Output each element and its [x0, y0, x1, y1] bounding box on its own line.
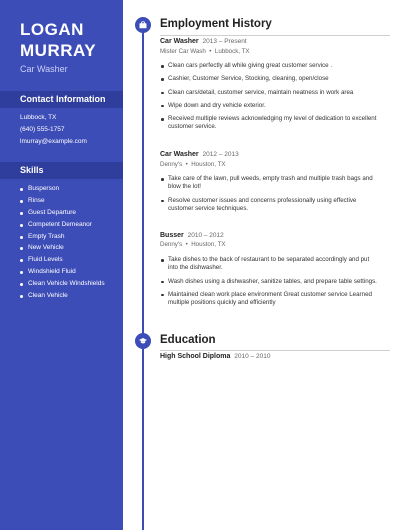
- job-employer-line: Mister Car Wash • Lubbock, TX: [160, 48, 250, 55]
- job-bullet: Wipe down and dry vehicle exterior.: [160, 102, 380, 110]
- job-location: Houston, TX: [191, 161, 226, 168]
- job-bullet: Wash dishes using a dishwasher, sanitize tables, and prepare table settings.: [160, 278, 380, 286]
- briefcase-icon: [135, 17, 151, 33]
- skill-item: Empty Trash: [20, 231, 105, 243]
- skills-section-band: [0, 162, 123, 179]
- job-bullet: Maintained clean work place environment Great customer service Learned multiple positions quickly and efficiently: [160, 291, 380, 308]
- job-bullets: [160, 256, 380, 312]
- skill-item: Guest Departure: [20, 207, 105, 219]
- job-header: [160, 38, 247, 45]
- skills-heading: Skills: [20, 165, 44, 175]
- job-employer: Denny's: [160, 161, 183, 168]
- job-title: Car Washer: [20, 64, 68, 74]
- skill-item: Clean Vehicle: [20, 290, 105, 302]
- sidebar: [0, 0, 123, 530]
- skill-item: Competent Demeanor: [20, 219, 105, 231]
- job-bullet: Clean cars/detail, customer service, maintain neatness in work area: [160, 89, 380, 97]
- timeline-line: [142, 26, 144, 530]
- education-entry: [160, 353, 270, 360]
- skill-item: Fluid Levels: [20, 254, 105, 266]
- skill-item: Clean Vehicle Windshields: [20, 278, 105, 290]
- employment-heading: Employment History: [160, 18, 272, 30]
- skill-item: Busperson: [20, 183, 105, 195]
- job-bullet: Resolve customer issues and concerns professionally using effective customer service techniques.: [160, 197, 380, 214]
- job-title-text: Car Washer: [160, 38, 199, 45]
- degree-title: High School Diploma: [160, 353, 231, 360]
- job-employer: Denny's: [160, 241, 183, 248]
- job-bullet: Received multiple reviews acknowledging my level of dedication to excellent customer service.: [160, 115, 380, 132]
- job-bullet: Clean cars perfectly all while giving great customer service .: [160, 62, 380, 70]
- candidate-name: [20, 19, 96, 61]
- last-name: MURRAY: [20, 41, 97, 60]
- contact-email[interactable]: lmurray@example.com: [20, 138, 87, 145]
- job-header: [160, 151, 239, 158]
- job-bullets: [160, 62, 380, 137]
- job-header: [160, 232, 224, 239]
- contact-heading: Contact Information: [20, 94, 106, 104]
- job-employer: Mister Car Wash: [160, 48, 206, 55]
- job-dates: 2013 – Present: [202, 38, 247, 45]
- employment-divider: [160, 35, 390, 36]
- job-title-text: Busser: [160, 232, 184, 239]
- job-dates: 2010 – 2012: [187, 232, 224, 239]
- education-heading: Education: [160, 334, 216, 346]
- education-dates: 2010 – 2010: [234, 353, 271, 360]
- job-bullet: Take care of the lawn, pull weeds, empty trash and multiple trash bags and blow the lot!: [160, 175, 380, 192]
- contact-phone: (640) 555-1757: [20, 126, 65, 133]
- job-bullet: Take dishes to the back of restaurant to be separated accordingly and put into the dishwasher.: [160, 256, 380, 273]
- skills-list: [20, 183, 105, 302]
- skill-item: Windshield Fluid: [20, 266, 105, 278]
- job-title-text: Car Washer: [160, 151, 199, 158]
- job-employer-line: Denny's • Houston, TX: [160, 161, 226, 168]
- contact-section-band: [0, 91, 123, 108]
- graduation-cap-icon: [135, 333, 151, 349]
- first-name: LOGAN: [20, 20, 84, 39]
- skill-item: Rinse: [20, 195, 105, 207]
- job-location: Houston, TX: [191, 241, 226, 248]
- job-bullets: [160, 175, 380, 218]
- job-employer-line: Denny's • Houston, TX: [160, 241, 226, 248]
- contact-location: Lubbock, TX: [20, 114, 57, 121]
- job-location: Lubbock, TX: [214, 48, 250, 55]
- job-dates: 2012 – 2013: [202, 151, 239, 158]
- education-divider: [160, 350, 390, 351]
- skill-item: New Vehicle: [20, 242, 105, 254]
- job-bullet: Cashier, Customer Service, Stocking, cleaning, open/close: [160, 75, 380, 83]
